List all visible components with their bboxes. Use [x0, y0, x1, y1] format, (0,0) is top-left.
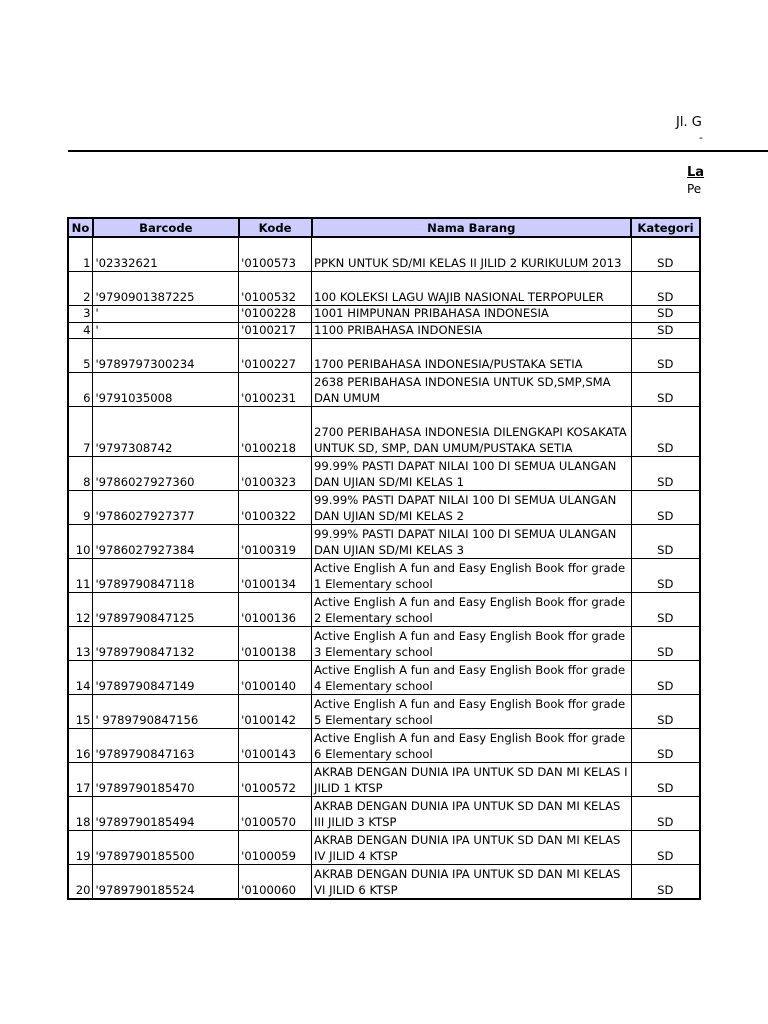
table-row [68, 729, 700, 763]
cell-nama-barang: 1100 PRIBAHASA INDONESIA [312, 322, 631, 339]
cell-nama-barang: 1700 PERIBAHASA INDONESIA/PUSTAKA SETIA [312, 339, 631, 373]
cell-kode: '0100143 [239, 729, 312, 763]
cell-barcode: '9786027927377 [93, 491, 239, 525]
column-header-kode: Kode [239, 218, 312, 237]
cell-no: 16 [68, 729, 93, 763]
cell-barcode: '9789790185524 [93, 865, 239, 900]
table-row [68, 593, 700, 627]
cell-nama-barang: Active English A fun and Easy English Book ffor grade 3 Elementary school [312, 627, 631, 661]
table-row [68, 763, 700, 797]
cell-nama-barang: 99.99% PASTI DAPAT NILAI 100 DI SEMUA ULANGAN DAN UJIAN SD/MI KELAS 1 [312, 457, 631, 491]
cell-kategori: SD [631, 627, 700, 661]
cell-no: 7 [68, 407, 93, 457]
cell-kode: '0100570 [239, 797, 312, 831]
cell-nama-barang: Active English A fun and Easy English Book ffor grade 5 Elementary school [312, 695, 631, 729]
cell-nama-barang: 2638 PERIBAHASA INDONESIA UNTUK SD,SMP,SMA DAN UMUM [312, 373, 631, 407]
table-row [68, 457, 700, 491]
cell-kategori: SD [631, 831, 700, 865]
table-header-row [68, 218, 700, 237]
cell-kode: '0100573 [239, 237, 312, 272]
cell-nama-barang: 100 KOLEKSI LAGU WAJIB NASIONAL TERPOPULER [312, 272, 631, 306]
cell-kode: '0100217 [239, 322, 312, 339]
cell-barcode: '9789790847118 [93, 559, 239, 593]
report-subtitle: Pe [687, 182, 702, 196]
cell-no: 10 [68, 525, 93, 559]
cell-no: 4 [68, 322, 93, 339]
cell-kategori: SD [631, 339, 700, 373]
cell-kategori: SD [631, 729, 700, 763]
cell-kategori: SD [631, 797, 700, 831]
column-header-no: No [68, 218, 93, 237]
table-row [68, 322, 700, 339]
cell-kode: '0100134 [239, 559, 312, 593]
table-row [68, 627, 700, 661]
cell-no: 13 [68, 627, 93, 661]
report-title: La [687, 165, 705, 180]
cell-kode: '0100059 [239, 831, 312, 865]
cell-kategori: SD [631, 322, 700, 339]
table-row [68, 525, 700, 559]
table-row [68, 306, 700, 323]
cell-barcode: '9797308742 [93, 407, 239, 457]
cell-no: 19 [68, 831, 93, 865]
cell-nama-barang: 1001 HIMPUNAN PRIBAHASA INDONESIA [312, 306, 631, 323]
cell-kategori: SD [631, 306, 700, 323]
cell-nama-barang: AKRAB DENGAN DUNIA IPA UNTUK SD DAN MI KELAS IV JILID 4 KTSP [312, 831, 631, 865]
table-row [68, 407, 700, 457]
cell-nama-barang: Active English A fun and Easy English Book ffor grade 2 Elementary school [312, 593, 631, 627]
cell-barcode: '9791035008 [93, 373, 239, 407]
table-row [68, 865, 700, 900]
cell-nama-barang: AKRAB DENGAN DUNIA IPA UNTUK SD DAN MI KELAS I JILID 1 KTSP [312, 763, 631, 797]
cell-kode: '0100136 [239, 593, 312, 627]
header-divider [68, 150, 768, 152]
cell-nama-barang: Active English A fun and Easy English Book ffor grade 4 Elementary school [312, 661, 631, 695]
cell-no: 15 [68, 695, 93, 729]
cell-kategori: SD [631, 695, 700, 729]
cell-no: 11 [68, 559, 93, 593]
column-header-barcode: Barcode [93, 218, 239, 237]
cell-kode: '0100572 [239, 763, 312, 797]
cell-kode: '0100140 [239, 661, 312, 695]
cell-kode: '0100218 [239, 407, 312, 457]
cell-no: 9 [68, 491, 93, 525]
cell-no: 12 [68, 593, 93, 627]
cell-kode: '0100228 [239, 306, 312, 323]
column-header-nama-barang: Nama Barang [312, 218, 631, 237]
cell-no: 20 [68, 865, 93, 900]
cell-barcode: '9786027927384 [93, 525, 239, 559]
cell-nama-barang: AKRAB DENGAN DUNIA IPA UNTUK SD DAN MI KELAS III JILID 3 KTSP [312, 797, 631, 831]
cell-barcode: '9789790185494 [93, 797, 239, 831]
table-row [68, 661, 700, 695]
column-header-kategori: Kategori [631, 218, 700, 237]
cell-no: 5 [68, 339, 93, 373]
cell-nama-barang: 99.99% PASTI DAPAT NILAI 100 DI SEMUA ULANGAN DAN UJIAN SD/MI KELAS 3 [312, 525, 631, 559]
header-address-line-2: - [699, 131, 703, 144]
cell-barcode: '9789797300234 [93, 339, 239, 373]
cell-kategori: SD [631, 763, 700, 797]
cell-kategori: SD [631, 865, 700, 900]
table-row [68, 559, 700, 593]
table-row [68, 237, 700, 272]
cell-barcode: '9789790847163 [93, 729, 239, 763]
cell-no: 2 [68, 272, 93, 306]
cell-kategori: SD [631, 491, 700, 525]
cell-kode: '0100323 [239, 457, 312, 491]
cell-kategori: SD [631, 407, 700, 457]
cell-nama-barang: 2700 PERIBAHASA INDONESIA DILENGKAPI KOSAKATA UNTUK SD, SMP, DAN UMUM/PUSTAKA SETIA [312, 407, 631, 457]
cell-kode: '0100138 [239, 627, 312, 661]
cell-kode: '0100532 [239, 272, 312, 306]
cell-no: 14 [68, 661, 93, 695]
cell-kategori: SD [631, 525, 700, 559]
cell-kode: '0100060 [239, 865, 312, 900]
cell-no: 3 [68, 306, 93, 323]
table-row [68, 797, 700, 831]
cell-barcode: '9789790185500 [93, 831, 239, 865]
table-row [68, 695, 700, 729]
cell-kode: '0100319 [239, 525, 312, 559]
cell-kategori: SD [631, 593, 700, 627]
cell-nama-barang: Active English A fun and Easy English Book ffor grade 1 Elementary school [312, 559, 631, 593]
table-row [68, 373, 700, 407]
table-row [68, 339, 700, 373]
cell-no: 1 [68, 237, 93, 272]
cell-barcode: '9786027927360 [93, 457, 239, 491]
cell-kategori: SD [631, 661, 700, 695]
cell-kode: '0100231 [239, 373, 312, 407]
cell-no: 6 [68, 373, 93, 407]
table-row [68, 272, 700, 306]
cell-kategori: SD [631, 457, 700, 491]
cell-kode: '0100227 [239, 339, 312, 373]
cell-barcode: ' 9789790847156 [93, 695, 239, 729]
cell-barcode: ' [93, 322, 239, 339]
cell-no: 8 [68, 457, 93, 491]
inventory-sheet [67, 217, 701, 900]
cell-kategori: SD [631, 272, 700, 306]
inventory-table [67, 217, 701, 900]
cell-nama-barang: 99.99% PASTI DAPAT NILAI 100 DI SEMUA ULANGAN DAN UJIAN SD/MI KELAS 2 [312, 491, 631, 525]
table-row [68, 491, 700, 525]
cell-nama-barang: Active English A fun and Easy English Book ffor grade 6 Elementary school [312, 729, 631, 763]
cell-no: 18 [68, 797, 93, 831]
cell-barcode: '9789790847132 [93, 627, 239, 661]
cell-kode: '0100322 [239, 491, 312, 525]
cell-barcode: '9790901387225 [93, 272, 239, 306]
cell-nama-barang: PPKN UNTUK SD/MI KELAS II JILID 2 KURIKULUM 2013 [312, 237, 631, 272]
cell-kode: '0100142 [239, 695, 312, 729]
cell-no: 17 [68, 763, 93, 797]
cell-kategori: SD [631, 373, 700, 407]
cell-kategori: SD [631, 237, 700, 272]
cell-nama-barang: AKRAB DENGAN DUNIA IPA UNTUK SD DAN MI KELAS VI JILID 6 KTSP [312, 865, 631, 900]
cell-barcode: '9789790847125 [93, 593, 239, 627]
header-address: Jl. G [676, 115, 702, 130]
cell-barcode: '9789790847149 [93, 661, 239, 695]
cell-barcode: ' [93, 306, 239, 323]
cell-kategori: SD [631, 559, 700, 593]
table-row [68, 831, 700, 865]
cell-barcode: '02332621 [93, 237, 239, 272]
cell-barcode: '9789790185470 [93, 763, 239, 797]
